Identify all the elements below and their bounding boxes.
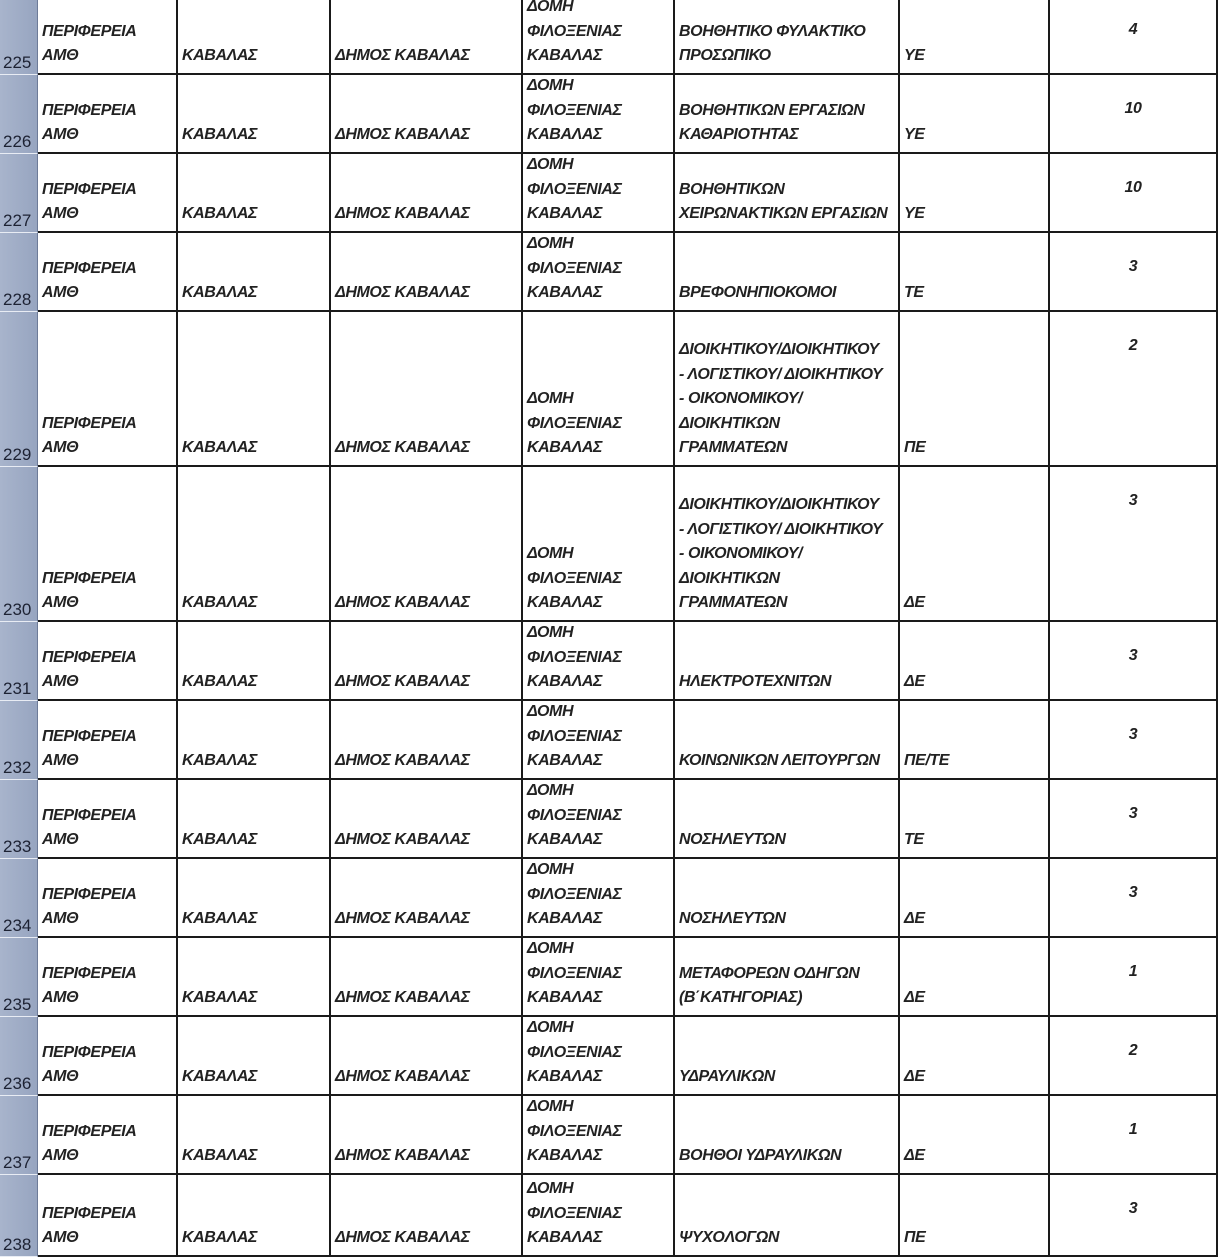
cell-category[interactable] — [900, 233, 1050, 312]
row-number: 230 — [3, 600, 32, 619]
cell-specialty-line: ΓΡΑΜΜΑΤΕΩΝ — [679, 594, 788, 612]
table-row — [0, 859, 1222, 938]
cell-region[interactable] — [38, 1175, 178, 1257]
row-number: 233 — [3, 837, 32, 856]
row-header[interactable] — [0, 938, 38, 1017]
cell-structure-line: ΔΟΜΗ — [527, 1019, 574, 1037]
cell-regional-unit[interactable] — [178, 938, 331, 1017]
cell-category[interactable] — [900, 1096, 1050, 1175]
table-row — [0, 701, 1222, 780]
cell-structure-line: ΚΑΒΑΛΑΣ — [527, 831, 603, 849]
cell-structure[interactable] — [523, 1175, 675, 1257]
row-number: 238 — [3, 1235, 32, 1254]
cell-region-line: ΑΜΘ — [42, 205, 79, 223]
cell-specialty[interactable] — [675, 1175, 900, 1257]
cell-category-text: ΔΕ — [904, 1068, 925, 1086]
table-row — [0, 75, 1222, 154]
cell-specialty-line: - ΟΙΚΟΝΟΜΙΚΟΥ/ — [679, 545, 803, 563]
cell-positions-text: 10 — [1124, 100, 1142, 117]
cell-structure-line: ΔΟΜΗ — [527, 782, 574, 800]
cell-specialty[interactable] — [675, 1017, 900, 1096]
cell-category-text: ΔΕ — [904, 673, 925, 691]
table-row — [0, 233, 1222, 312]
cell-region-line: ΑΜΘ — [42, 1229, 79, 1247]
table-row — [0, 154, 1222, 233]
cell-region[interactable] — [38, 312, 178, 467]
cell-specialty-line: ΔΙΟΙΚΗΤΙΚΟΥ/ΔΙΟΙΚΗΤΙΚΟΥ — [679, 496, 879, 514]
cell-region-line: ΠΕΡΙΦΕΡΕΙΑ — [42, 727, 137, 745]
cell-specialty-line: ΒΟΗΘΗΤΙΚΩΝ ΕΡΓΑΣΙΩΝ — [679, 101, 865, 119]
row-header[interactable] — [0, 1017, 38, 1096]
cell-municipality-text: ΔΗΜΟΣ ΚΑΒΑΛΑΣ — [335, 439, 470, 457]
cell-category[interactable] — [900, 622, 1050, 701]
cell-municipality[interactable] — [331, 622, 523, 701]
cell-specialty[interactable] — [675, 0, 900, 75]
cell-positions-text: 3 — [1128, 492, 1138, 509]
cell-structure[interactable] — [523, 0, 675, 75]
cell-specialty[interactable] — [675, 312, 900, 467]
cell-regional-unit-text: ΚΑΒΑΛΑΣ — [182, 594, 258, 612]
table-row — [0, 0, 1222, 75]
cell-regional-unit-text: ΚΑΒΑΛΑΣ — [182, 752, 258, 770]
cell-specialty[interactable] — [675, 859, 900, 938]
cell-regional-unit[interactable] — [178, 75, 331, 154]
cell-regional-unit-text: ΚΑΒΑΛΑΣ — [182, 284, 258, 302]
cell-structure[interactable] — [523, 1017, 675, 1096]
cell-region[interactable] — [38, 622, 178, 701]
row-header[interactable] — [0, 467, 38, 622]
cell-structure-line: ΚΑΒΑΛΑΣ — [527, 1229, 603, 1247]
cell-specialty-line: ΚΟΙΝΩΝΙΚΩΝ ΛΕΙΤΟΥΡΓΩΝ — [679, 752, 880, 770]
cell-regional-unit-text: ΚΑΒΑΛΑΣ — [182, 1147, 258, 1165]
cell-region[interactable] — [38, 154, 178, 233]
cell-positions-text: 10 — [1124, 179, 1142, 196]
cell-category[interactable] — [900, 938, 1050, 1017]
cell-structure-line: ΦΙΛΟΞΕΝΙΑΣ — [527, 1043, 622, 1061]
cell-structure[interactable] — [523, 154, 675, 233]
cell-structure-line: ΚΑΒΑΛΑΣ — [527, 47, 603, 65]
cell-positions[interactable] — [1050, 75, 1218, 154]
row-header[interactable] — [0, 780, 38, 859]
cell-category[interactable] — [900, 312, 1050, 467]
cell-structure[interactable] — [523, 467, 675, 622]
row-number: 226 — [3, 132, 32, 151]
cell-structure-line: ΚΑΒΑΛΑΣ — [527, 673, 603, 691]
cell-regional-unit[interactable] — [178, 859, 331, 938]
cell-positions-text: 3 — [1128, 805, 1138, 822]
cell-structure-line: ΚΑΒΑΛΑΣ — [527, 910, 603, 928]
cell-structure-line: ΚΑΒΑΛΑΣ — [527, 1147, 603, 1165]
cell-specialty[interactable] — [675, 233, 900, 312]
cell-regional-unit[interactable] — [178, 0, 331, 75]
cell-region-line: ΑΜΘ — [42, 831, 79, 849]
row-header[interactable] — [0, 312, 38, 467]
cell-category-text: ΥΕ — [904, 47, 925, 65]
cell-region-line: ΠΕΡΙΦΕΡΕΙΑ — [42, 259, 137, 277]
cell-category-text: ΤΕ — [904, 831, 924, 849]
cell-positions[interactable] — [1050, 622, 1218, 701]
cell-category-text: ΠΕ/ΤΕ — [904, 752, 950, 770]
cell-region-line: ΠΕΡΙΦΕΡΕΙΑ — [42, 1204, 137, 1222]
cell-structure[interactable] — [523, 233, 675, 312]
cell-structure-line: ΔΟΜΗ — [527, 1098, 574, 1116]
row-number: 225 — [3, 53, 32, 72]
cell-region[interactable] — [38, 938, 178, 1017]
cell-municipality-text: ΔΗΜΟΣ ΚΑΒΑΛΑΣ — [335, 910, 470, 928]
cell-category-text: ΤΕ — [904, 284, 924, 302]
cell-region[interactable] — [38, 1017, 178, 1096]
cell-municipality-text: ΔΗΜΟΣ ΚΑΒΑΛΑΣ — [335, 284, 470, 302]
cell-specialty-line: ΔΙΟΙΚΗΤΙΚΩΝ — [679, 569, 780, 587]
table-row — [0, 1096, 1222, 1175]
cell-structure-line: ΚΑΒΑΛΑΣ — [527, 126, 603, 144]
cell-regional-unit[interactable] — [178, 780, 331, 859]
cell-specialty-line: - ΛΟΓΙΣΤΙΚΟΥ/ ΔΙΟΙΚΗΤΙΚΟΥ — [679, 520, 883, 538]
cell-structure-line: ΔΟΜΗ — [527, 545, 574, 563]
cell-structure-line: ΦΙΛΟΞΕΝΙΑΣ — [527, 1122, 622, 1140]
cell-region-line: ΠΕΡΙΦΕΡΕΙΑ — [42, 1122, 137, 1140]
cell-structure-line: ΚΑΒΑΛΑΣ — [527, 205, 603, 223]
cell-region[interactable] — [38, 780, 178, 859]
cell-category[interactable] — [900, 1017, 1050, 1096]
cell-specialty-line: ΔΙΟΙΚΗΤΙΚΩΝ — [679, 414, 780, 432]
cell-municipality[interactable] — [331, 233, 523, 312]
cell-specialty-line: ΥΔΡΑΥΛΙΚΩΝ — [679, 1068, 775, 1086]
cell-regional-unit[interactable] — [178, 154, 331, 233]
cell-region-line: ΠΕΡΙΦΕΡΕΙΑ — [42, 569, 137, 587]
row-header[interactable] — [0, 154, 38, 233]
cell-specialty[interactable] — [675, 780, 900, 859]
cell-municipality-text: ΔΗΜΟΣ ΚΑΒΑΛΑΣ — [335, 126, 470, 144]
cell-region[interactable] — [38, 467, 178, 622]
cell-structure-line: ΔΟΜΗ — [527, 235, 574, 253]
cell-category-text: ΠΕ — [904, 1229, 926, 1247]
cell-municipality[interactable] — [331, 1096, 523, 1175]
cell-structure-line: ΚΑΒΑΛΑΣ — [527, 1068, 603, 1086]
cell-specialty-line: ΚΑΘΑΡΙΟΤΗΤΑΣ — [679, 126, 799, 144]
cell-regional-unit[interactable] — [178, 312, 331, 467]
cell-category[interactable] — [900, 859, 1050, 938]
cell-category[interactable] — [900, 154, 1050, 233]
cell-municipality-text: ΔΗΜΟΣ ΚΑΒΑΛΑΣ — [335, 1068, 470, 1086]
cell-structure-line: ΔΟΜΗ — [527, 624, 574, 642]
cell-structure-line: ΚΑΒΑΛΑΣ — [527, 284, 603, 302]
row-header[interactable] — [0, 233, 38, 312]
cell-region-line: ΠΕΡΙΦΕΡΕΙΑ — [42, 180, 137, 198]
cell-category-text: ΔΕ — [904, 910, 925, 928]
cell-structure[interactable] — [523, 75, 675, 154]
cell-positions-text: 1 — [1128, 963, 1138, 980]
cell-municipality-text: ΔΗΜΟΣ ΚΑΒΑΛΑΣ — [335, 594, 470, 612]
row-number: 234 — [3, 916, 32, 935]
cell-region-line: ΠΕΡΙΦΕΡΕΙΑ — [42, 648, 137, 666]
cell-structure-line: ΔΟΜΗ — [527, 390, 574, 408]
cell-region-line: ΑΜΘ — [42, 989, 79, 1007]
cell-municipality[interactable] — [331, 312, 523, 467]
cell-structure-line: ΚΑΒΑΛΑΣ — [527, 752, 603, 770]
cell-region-line: ΑΜΘ — [42, 910, 79, 928]
cell-structure-line: ΔΟΜΗ — [527, 156, 574, 174]
cell-specialty-line: - ΟΙΚΟΝΟΜΙΚΟΥ/ — [679, 390, 803, 408]
row-number: 237 — [3, 1153, 32, 1172]
cell-specialty-line: (Β΄ΚΑΤΗΓΟΡΙΑΣ) — [679, 989, 803, 1007]
cell-specialty-line: - ΛΟΓΙΣΤΙΚΟΥ/ ΔΙΟΙΚΗΤΙΚΟΥ — [679, 365, 883, 383]
cell-structure-line: ΚΑΒΑΛΑΣ — [527, 989, 603, 1007]
cell-positions-text: 2 — [1128, 337, 1138, 354]
cell-positions[interactable] — [1050, 0, 1218, 75]
cell-positions-text: 3 — [1128, 726, 1138, 743]
row-header[interactable] — [0, 0, 38, 75]
cell-positions-text: 3 — [1128, 258, 1138, 275]
table-row — [0, 312, 1222, 467]
table-row — [0, 622, 1222, 701]
cell-structure-line: ΔΟΜΗ — [527, 0, 574, 16]
cell-specialty[interactable] — [675, 1096, 900, 1175]
cell-structure[interactable] — [523, 701, 675, 780]
cell-positions[interactable] — [1050, 859, 1218, 938]
cell-region-line: ΑΜΘ — [42, 1147, 79, 1165]
cell-specialty[interactable] — [675, 75, 900, 154]
cell-positions[interactable] — [1050, 467, 1218, 622]
cell-regional-unit[interactable] — [178, 1175, 331, 1257]
cell-municipality[interactable] — [331, 938, 523, 1017]
row-number: 229 — [3, 445, 32, 464]
row-number: 227 — [3, 211, 32, 230]
cell-structure-line: ΦΙΛΟΞΕΝΙΑΣ — [527, 806, 622, 824]
cell-municipality-text: ΔΗΜΟΣ ΚΑΒΑΛΑΣ — [335, 205, 470, 223]
cell-regional-unit-text: ΚΑΒΑΛΑΣ — [182, 1068, 258, 1086]
cell-specialty-line: ΨΥΧΟΛΟΓΩΝ — [679, 1229, 780, 1247]
cell-structure[interactable] — [523, 938, 675, 1017]
row-number: 231 — [3, 679, 32, 698]
table-row — [0, 780, 1222, 859]
cell-region-line: ΑΜΘ — [42, 284, 79, 302]
cell-municipality[interactable] — [331, 75, 523, 154]
cell-specialty[interactable] — [675, 938, 900, 1017]
cell-category-text: ΠΕ — [904, 439, 926, 457]
row-number: 236 — [3, 1074, 32, 1093]
cell-structure[interactable] — [523, 312, 675, 467]
cell-municipality-text: ΔΗΜΟΣ ΚΑΒΑΛΑΣ — [335, 47, 470, 65]
cell-positions[interactable] — [1050, 312, 1218, 467]
cell-structure-line: ΦΙΛΟΞΕΝΙΑΣ — [527, 964, 622, 982]
cell-region-line: ΠΕΡΙΦΕΡΕΙΑ — [42, 885, 137, 903]
cell-municipality-text: ΔΗΜΟΣ ΚΑΒΑΛΑΣ — [335, 752, 470, 770]
cell-structure-line: ΦΙΛΟΞΕΝΙΑΣ — [527, 414, 622, 432]
cell-regional-unit[interactable] — [178, 1017, 331, 1096]
cell-regional-unit-text: ΚΑΒΑΛΑΣ — [182, 831, 258, 849]
cell-region-line: ΠΕΡΙΦΕΡΕΙΑ — [42, 806, 137, 824]
cell-positions[interactable] — [1050, 938, 1218, 1017]
cell-region[interactable] — [38, 701, 178, 780]
row-header[interactable] — [0, 1175, 38, 1257]
cell-regional-unit[interactable] — [178, 622, 331, 701]
cell-region[interactable] — [38, 75, 178, 154]
cell-category[interactable] — [900, 701, 1050, 780]
cell-structure[interactable] — [523, 859, 675, 938]
cell-category-text: ΥΕ — [904, 126, 925, 144]
cell-positions-text: 3 — [1128, 884, 1138, 901]
cell-positions[interactable] — [1050, 154, 1218, 233]
cell-positions[interactable] — [1050, 1096, 1218, 1175]
cell-specialty-line: ΒΡΕΦΟΝΗΠΙΟΚΟΜΟΙ — [679, 284, 837, 302]
row-header[interactable] — [0, 1096, 38, 1175]
cell-municipality-text: ΔΗΜΟΣ ΚΑΒΑΛΑΣ — [335, 1147, 470, 1165]
cell-regional-unit-text: ΚΑΒΑΛΑΣ — [182, 910, 258, 928]
cell-positions[interactable] — [1050, 780, 1218, 859]
cell-municipality[interactable] — [331, 780, 523, 859]
cell-structure-line: ΦΙΛΟΞΕΝΙΑΣ — [527, 22, 622, 40]
cell-structure-line: ΦΙΛΟΞΕΝΙΑΣ — [527, 885, 622, 903]
cell-municipality[interactable] — [331, 467, 523, 622]
row-number: 232 — [3, 758, 32, 777]
cell-structure-line: ΦΙΛΟΞΕΝΙΑΣ — [527, 101, 622, 119]
cell-positions-text: 4 — [1128, 21, 1138, 38]
cell-specialty[interactable] — [675, 701, 900, 780]
cell-municipality[interactable] — [331, 859, 523, 938]
cell-regional-unit[interactable] — [178, 233, 331, 312]
cell-specialty-line: ΓΡΑΜΜΑΤΕΩΝ — [679, 439, 788, 457]
cell-specialty[interactable] — [675, 467, 900, 622]
cell-positions-text: 1 — [1128, 1121, 1138, 1138]
cell-region-line: ΠΕΡΙΦΕΡΕΙΑ — [42, 1043, 137, 1061]
cell-municipality-text: ΔΗΜΟΣ ΚΑΒΑΛΑΣ — [335, 989, 470, 1007]
cell-structure-line: ΚΑΒΑΛΑΣ — [527, 439, 603, 457]
cell-positions[interactable] — [1050, 233, 1218, 312]
cell-municipality[interactable] — [331, 701, 523, 780]
cell-specialty-line: ΜΕΤΑΦΟΡΕΩΝ ΟΔΗΓΩΝ — [679, 964, 860, 982]
cell-regional-unit[interactable] — [178, 1096, 331, 1175]
cell-regional-unit[interactable] — [178, 467, 331, 622]
cell-region-line: ΠΕΡΙΦΕΡΕΙΑ — [42, 964, 137, 982]
cell-municipality-text: ΔΗΜΟΣ ΚΑΒΑΛΑΣ — [335, 831, 470, 849]
table-row — [0, 938, 1222, 1017]
cell-structure-line: ΦΙΛΟΞΕΝΙΑΣ — [527, 1204, 622, 1222]
cell-regional-unit-text: ΚΑΒΑΛΑΣ — [182, 439, 258, 457]
table-row — [0, 1017, 1222, 1096]
cell-positions[interactable] — [1050, 1017, 1218, 1096]
cell-municipality-text: ΔΗΜΟΣ ΚΑΒΑΛΑΣ — [335, 1229, 470, 1247]
cell-positions-text: 2 — [1128, 1042, 1138, 1059]
cell-municipality[interactable] — [331, 1175, 523, 1257]
cell-specialty-line: ΝΟΣΗΛΕΥΤΩΝ — [679, 831, 786, 849]
cell-region-line: ΑΜΘ — [42, 1068, 79, 1086]
cell-specialty-line: ΝΟΣΗΛΕΥΤΩΝ — [679, 910, 786, 928]
cell-category-text: ΔΕ — [904, 1147, 925, 1165]
cell-region-line: ΑΜΘ — [42, 439, 79, 457]
cell-region-line: ΑΜΘ — [42, 673, 79, 691]
cell-regional-unit-text: ΚΑΒΑΛΑΣ — [182, 205, 258, 223]
cell-region[interactable] — [38, 233, 178, 312]
cell-specialty-line: ΒΟΗΘΗΤΙΚΟ ΦΥΛΑΚΤΙΚΟ — [679, 22, 866, 40]
cell-regional-unit-text: ΚΑΒΑΛΑΣ — [182, 673, 258, 691]
cell-specialty[interactable] — [675, 622, 900, 701]
cell-region[interactable] — [38, 0, 178, 75]
cell-structure-line: ΦΙΛΟΞΕΝΙΑΣ — [527, 180, 622, 198]
cell-regional-unit[interactable] — [178, 701, 331, 780]
row-header[interactable] — [0, 622, 38, 701]
cell-structure-line: ΦΙΛΟΞΕΝΙΑΣ — [527, 648, 622, 666]
table-row — [0, 1175, 1222, 1257]
cell-municipality[interactable] — [331, 1017, 523, 1096]
cell-region-line: ΠΕΡΙΦΕΡΕΙΑ — [42, 22, 137, 40]
cell-region-line: ΑΜΘ — [42, 594, 79, 612]
cell-category-text: ΔΕ — [904, 594, 925, 612]
cell-structure[interactable] — [523, 1096, 675, 1175]
cell-positions[interactable] — [1050, 1175, 1218, 1257]
cell-specialty-line: ΧΕΙΡΩΝΑΚΤΙΚΩΝ ΕΡΓΑΣΙΩΝ — [679, 205, 888, 223]
cell-region-line: ΑΜΘ — [42, 752, 79, 770]
cell-region-line: ΠΕΡΙΦΕΡΕΙΑ — [42, 414, 137, 432]
cell-regional-unit-text: ΚΑΒΑΛΑΣ — [182, 1229, 258, 1247]
cell-category[interactable] — [900, 467, 1050, 622]
row-number: 228 — [3, 290, 32, 309]
cell-specialty-line: ΒΟΗΘΟΙ ΥΔΡΑΥΛΙΚΩΝ — [679, 1147, 842, 1165]
cell-structure[interactable] — [523, 622, 675, 701]
row-number: 235 — [3, 995, 32, 1014]
cell-structure-line: ΔΟΜΗ — [527, 77, 574, 95]
cell-regional-unit-text: ΚΑΒΑΛΑΣ — [182, 989, 258, 1007]
cell-specialty-line: ΒΟΗΘΗΤΙΚΩΝ — [679, 180, 785, 198]
cell-regional-unit-text: ΚΑΒΑΛΑΣ — [182, 126, 258, 144]
cell-positions[interactable] — [1050, 701, 1218, 780]
cell-specialty-line: ΗΛΕΚΤΡΟΤΕΧΝΙΤΩΝ — [679, 673, 831, 691]
cell-municipality[interactable] — [331, 154, 523, 233]
cell-category-text: ΔΕ — [904, 989, 925, 1007]
cell-region-line: ΠΕΡΙΦΕΡΕΙΑ — [42, 101, 137, 119]
cell-category[interactable] — [900, 0, 1050, 75]
cell-structure-line: ΦΙΛΟΞΕΝΙΑΣ — [527, 569, 622, 587]
row-header[interactable] — [0, 701, 38, 780]
cell-category[interactable] — [900, 75, 1050, 154]
cell-category-text: ΥΕ — [904, 205, 925, 223]
cell-structure-line: ΔΟΜΗ — [527, 1180, 574, 1198]
row-header[interactable] — [0, 859, 38, 938]
table-row — [0, 467, 1222, 622]
cell-structure[interactable] — [523, 780, 675, 859]
cell-structure-line: ΔΟΜΗ — [527, 861, 574, 879]
cell-category[interactable] — [900, 780, 1050, 859]
cell-positions-text: 3 — [1128, 1200, 1138, 1217]
cell-structure-line: ΦΙΛΟΞΕΝΙΑΣ — [527, 259, 622, 277]
cell-specialty-line: ΠΡΟΣΩΠΙΚΟ — [679, 47, 771, 65]
cell-structure-line: ΦΙΛΟΞΕΝΙΑΣ — [527, 727, 622, 745]
cell-structure-line: ΔΟΜΗ — [527, 940, 574, 958]
row-header[interactable] — [0, 75, 38, 154]
cell-municipality[interactable] — [331, 0, 523, 75]
cell-region[interactable] — [38, 859, 178, 938]
cell-specialty[interactable] — [675, 154, 900, 233]
cell-region-line: ΑΜΘ — [42, 126, 79, 144]
cell-category[interactable] — [900, 1175, 1050, 1257]
cell-specialty-line: ΔΙΟΙΚΗΤΙΚΟΥ/ΔΙΟΙΚΗΤΙΚΟΥ — [679, 341, 879, 359]
cell-positions-text: 3 — [1128, 647, 1138, 664]
cell-structure-line: ΔΟΜΗ — [527, 703, 574, 721]
cell-region-line: ΑΜΘ — [42, 47, 79, 65]
cell-structure-line: ΚΑΒΑΛΑΣ — [527, 594, 603, 612]
cell-regional-unit-text: ΚΑΒΑΛΑΣ — [182, 47, 258, 65]
cell-municipality-text: ΔΗΜΟΣ ΚΑΒΑΛΑΣ — [335, 673, 470, 691]
cell-region[interactable] — [38, 1096, 178, 1175]
